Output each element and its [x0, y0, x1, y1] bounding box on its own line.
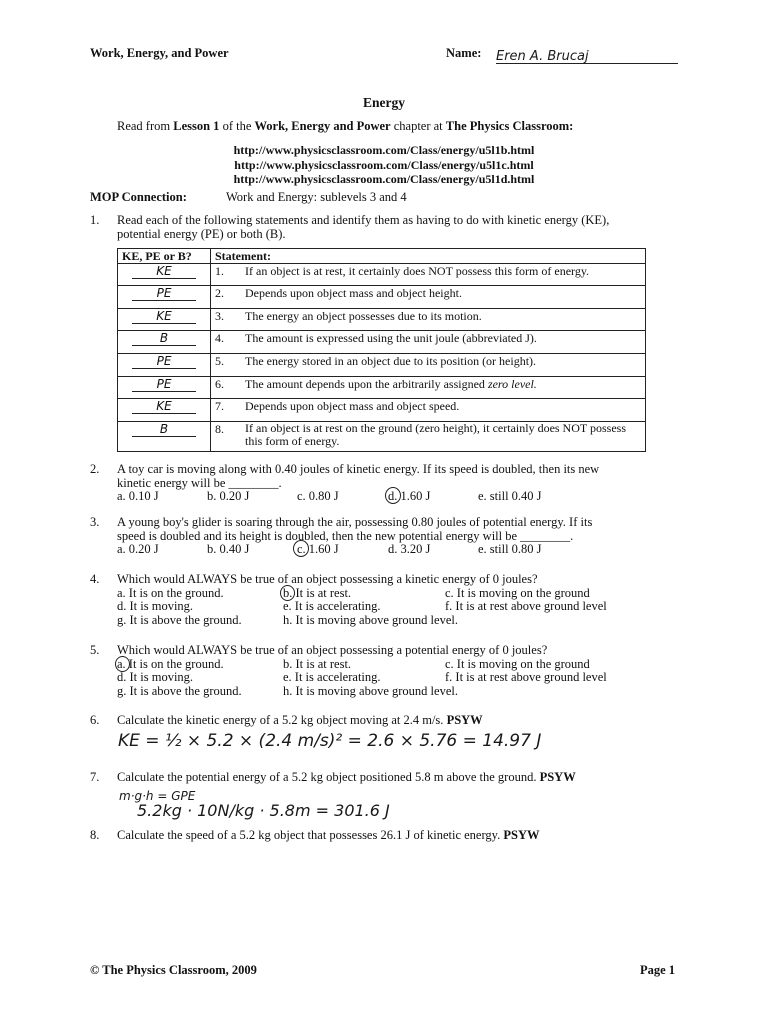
- statement-text: The energy stored in an object due to its position (or height).: [241, 354, 646, 377]
- q2-number: 2.: [90, 462, 100, 476]
- link-list: [0, 143, 768, 187]
- answer-value: KE: [132, 309, 196, 324]
- statement-text: [241, 377, 646, 399]
- column-header-statement: Statement:: [211, 249, 646, 264]
- answer-cell[interactable]: [118, 264, 211, 286]
- statement-number: 3.: [211, 309, 242, 331]
- statement-text: If an object is at rest on the ground (zero height), it certainly does NOT possess this form of energy.: [241, 422, 646, 452]
- table-row: [118, 377, 646, 399]
- q2-option-d[interactable]: d. 1.60 J: [388, 489, 431, 503]
- answer-value: PE: [132, 354, 196, 369]
- link-item[interactable]: http://www.physicsclassroom.com/Class/energy/u5l1c.html: [234, 157, 534, 172]
- q6-handwritten-work: KE = ½ × 5.2 × (2.4 m/s)² = 2.6 × 5.76 = 14.97 J: [118, 731, 542, 751]
- q3-option-d[interactable]: d. 3.20 J: [388, 542, 431, 556]
- q8-prompt: [117, 828, 539, 843]
- q4-option-e[interactable]: e. It is accelerating.: [283, 599, 381, 613]
- table-row: [118, 331, 646, 354]
- statement-number: 1.: [211, 264, 242, 286]
- statement-number: 4.: [211, 331, 242, 354]
- answer-value: PE: [132, 377, 196, 392]
- statement-text-main: The amount depends upon the arbitrarily assigned: [245, 377, 488, 391]
- statement-number: 6.: [211, 377, 242, 399]
- answer-value: PE: [132, 286, 196, 301]
- q1-prompt: [117, 213, 609, 241]
- table-header-row: [118, 249, 646, 264]
- statement-number: 5.: [211, 354, 242, 377]
- answer-cell[interactable]: [118, 331, 211, 354]
- answer-cell[interactable]: [118, 422, 211, 452]
- q3-option-e[interactable]: e. still 0.80 J: [478, 542, 542, 556]
- statement-number: 8.: [211, 422, 242, 452]
- q4-option-d[interactable]: d. It is moving.: [117, 599, 194, 613]
- statement-number: 2.: [211, 286, 242, 309]
- q7-number: 7.: [90, 770, 100, 784]
- mop-value: Work and Energy: sublevels 3 and 4: [226, 190, 407, 204]
- answer-cell[interactable]: [118, 377, 211, 399]
- q5-option-h[interactable]: h. It is moving above ground level.: [283, 684, 458, 698]
- worksheet-title: Work, Energy, and Power: [90, 46, 229, 60]
- answer-value: B: [132, 331, 196, 346]
- intro-prefix: Read from: [117, 119, 174, 133]
- q7-handwritten-formula: m·g·h = GPE: [119, 789, 196, 803]
- q3-option-a[interactable]: a. 0.20 J: [117, 542, 159, 556]
- table-row: [118, 422, 646, 452]
- q3-prompt: [117, 515, 592, 543]
- q2-option-b[interactable]: b. 0.20 J: [207, 489, 250, 503]
- footer-copyright: © The Physics Classroom, 2009: [90, 963, 257, 977]
- table-row: [118, 286, 646, 309]
- q4-option-g[interactable]: g. It is above the ground.: [117, 613, 242, 627]
- intro-lesson: Lesson 1: [173, 119, 220, 133]
- q6-number: 6.: [90, 713, 100, 727]
- q4-option-f[interactable]: f. It is at rest above ground level: [445, 599, 607, 613]
- answer-value: B: [132, 422, 196, 437]
- q2-prompt-line: A toy car is moving along with 0.40 joules of kinetic energy. If its speed is doubled, then its new: [117, 462, 600, 476]
- q5-option-c[interactable]: c. It is moving on the ground: [445, 657, 590, 671]
- q8-number: 8.: [90, 828, 100, 842]
- table-row: [118, 264, 646, 286]
- q4-prompt: Which would ALWAYS be true of an object possessing a kinetic energy of 0 joules?: [117, 572, 538, 586]
- q7-prompt-text: Calculate the potential energy of a 5.2 kg object positioned 5.8 m above the ground.: [117, 770, 537, 784]
- table-row: [118, 309, 646, 331]
- footer-page-number: Page 1: [640, 963, 676, 977]
- q2-option-a[interactable]: a. 0.10 J: [117, 489, 159, 503]
- answer-cell[interactable]: [118, 309, 211, 331]
- q2-prompt: [117, 462, 599, 490]
- q5-option-b[interactable]: b. It is at rest.: [283, 657, 352, 671]
- answer-value: KE: [132, 399, 196, 414]
- q7-handwritten-work: 5.2kg · 10N/kg · 5.8m = 301.6 J: [137, 801, 390, 820]
- q5-option-d[interactable]: d. It is moving.: [117, 670, 194, 684]
- statement-number: 7.: [211, 399, 242, 422]
- q4-option-c[interactable]: c. It is moving on the ground: [445, 586, 590, 600]
- q1-prompt-line: potential energy (PE) or both (B).: [117, 227, 286, 241]
- statement-text: If an object is at rest, it certainly does NOT possess this form of energy.: [241, 264, 646, 286]
- q3-prompt-line: speed is doubled and its height is doubled, then the new potential energy will be ________.: [117, 529, 574, 543]
- selected-answer-circle: [385, 487, 401, 504]
- q3-number: 3.: [90, 515, 100, 529]
- q6-prompt-text: Calculate the kinetic energy of a 5.2 kg object moving at 2.4 m/s.: [117, 713, 444, 727]
- intro-mid2: chapter at: [390, 119, 446, 133]
- q5-number: 5.: [90, 643, 100, 657]
- selected-answer-circle: [293, 540, 309, 557]
- q7-prompt: [117, 770, 576, 785]
- intro-mid1: of the: [219, 119, 255, 133]
- link-item[interactable]: http://www.physicsclassroom.com/Class/energy/u5l1b.html: [233, 143, 535, 157]
- q5-prompt: Which would ALWAYS be true of an object possessing a potential energy of 0 joules?: [117, 643, 548, 657]
- name-field[interactable]: Eren A. Brucaj: [496, 50, 678, 64]
- q6-prompt: [117, 713, 483, 728]
- link-item[interactable]: http://www.physicsclassroom.com/Class/energy/u5l1d.html: [233, 172, 535, 186]
- answer-value: KE: [132, 264, 196, 279]
- q3-option-b[interactable]: b. 0.40 J: [207, 542, 250, 556]
- q1-number: 1.: [90, 213, 100, 227]
- mop-label: MOP Connection:: [90, 190, 187, 204]
- answer-cell[interactable]: [118, 354, 211, 377]
- q6-psyw: PSYW: [446, 713, 483, 727]
- q3-prompt-line: A young boy's glider is soaring through the air, possessing 0.80 joules of potential energy. If its: [117, 515, 593, 529]
- q5-option-e[interactable]: e. It is accelerating.: [283, 670, 381, 684]
- statement-text: The amount is expressed using the unit joule (abbreviated J).: [241, 331, 646, 354]
- q5-option-f[interactable]: f. It is at rest above ground level: [445, 670, 607, 684]
- table-row: [118, 354, 646, 377]
- intro-site: The Physics Classroom:: [445, 119, 574, 133]
- answer-cell[interactable]: [118, 399, 211, 422]
- q4-option-a[interactable]: a. It is on the ground.: [117, 586, 224, 600]
- column-header-answer: KE, PE or B?: [118, 249, 211, 264]
- q2-option-e[interactable]: e. still 0.40 J: [478, 489, 542, 503]
- q5-option-g[interactable]: g. It is above the ground.: [117, 684, 242, 698]
- q4-option-h[interactable]: h. It is moving above ground level.: [283, 613, 458, 627]
- q5-option-a[interactable]: a. It is on the ground.: [117, 657, 224, 671]
- page-heading: Energy: [363, 95, 405, 110]
- q8-prompt-text: Calculate the speed of a 5.2 kg object that possesses 26.1 J of kinetic energy.: [117, 828, 501, 842]
- q2-option-c[interactable]: c. 0.80 J: [297, 489, 339, 503]
- intro-chapter: Work, Energy and Power: [254, 119, 391, 133]
- q3-option-c[interactable]: c. 1.60 J: [297, 542, 339, 556]
- q4-option-b[interactable]: b. It is at rest.: [283, 586, 352, 600]
- q4-number: 4.: [90, 572, 100, 586]
- intro-text: [117, 119, 573, 134]
- q2-prompt-line: kinetic energy will be ________.: [117, 476, 282, 490]
- q1-prompt-line: Read each of the following statements and identify them as having to do with kinetic energy (KE),: [117, 213, 610, 227]
- statement-text: Depends upon object mass and object height.: [241, 286, 646, 309]
- statement-table: [117, 248, 646, 452]
- table-row: [118, 399, 646, 422]
- statement-text-emphasis: zero level.: [487, 377, 537, 391]
- q8-psyw: PSYW: [503, 828, 540, 842]
- answer-cell[interactable]: [118, 286, 211, 309]
- statement-text: The energy an object possesses due to its motion.: [241, 309, 646, 331]
- statement-text: Depends upon object mass and object speed.: [241, 399, 646, 422]
- q7-psyw: PSYW: [539, 770, 576, 784]
- name-label: Name:: [446, 46, 482, 60]
